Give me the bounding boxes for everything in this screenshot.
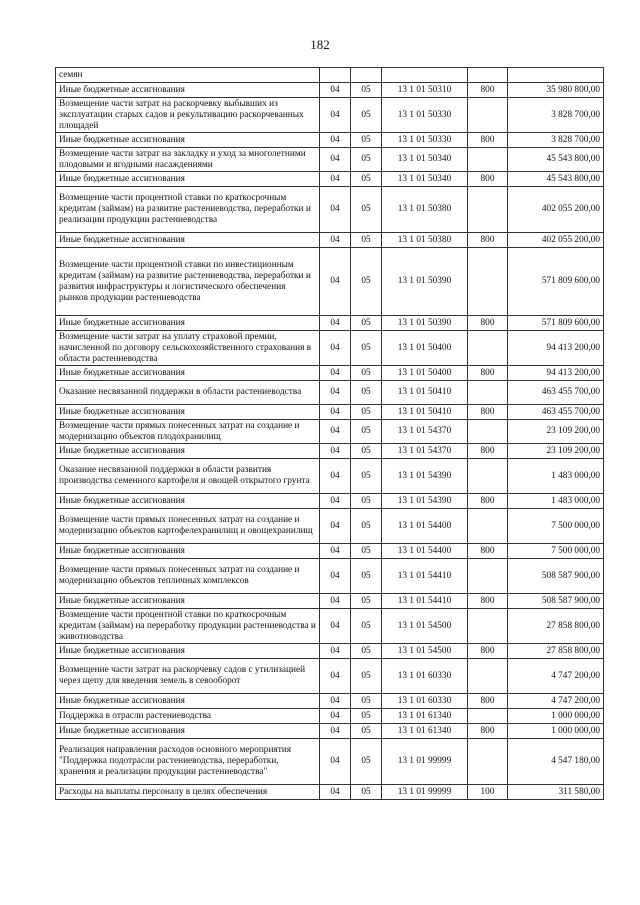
amount-cell: 3 828 700,00	[508, 133, 604, 148]
expense-type-cell: 800	[468, 444, 508, 459]
expense-type-cell	[468, 709, 508, 724]
section-code-cell: 04	[320, 694, 351, 709]
expense-type-cell: 800	[468, 366, 508, 381]
subsection-code-cell: 05	[351, 544, 382, 559]
amount-cell: 94 413 200,00	[508, 366, 604, 381]
table-row	[56, 248, 604, 316]
expense-name-cell: Иные бюджетные ассигнования	[56, 405, 320, 420]
subsection-code-cell: 05	[351, 366, 382, 381]
expense-type-cell	[468, 331, 508, 366]
expense-name-cell: Иные бюджетные ассигнования	[56, 644, 320, 659]
section-code-cell: 04	[320, 187, 351, 233]
subsection-code-cell: 05	[351, 739, 382, 785]
expense-name-cell: Возмещение части затрат на раскорчевку садов с утилизацией через щепу для введения земель в севооборот	[56, 659, 320, 694]
target-article-cell: 13 1 01 50330	[382, 98, 468, 133]
amount-cell: 45 543 800,00	[508, 148, 604, 172]
subsection-code-cell: 05	[351, 494, 382, 509]
expense-name-cell: Оказание несвязанной поддержки в области растениеводства	[56, 381, 320, 405]
subsection-code-cell: 05	[351, 172, 382, 187]
amount-cell: 23 109 200,00	[508, 420, 604, 444]
table-row	[56, 559, 604, 594]
expense-name-cell: Расходы на выплаты персоналу в целях обеспечения	[56, 785, 320, 800]
section-code-cell: 04	[320, 724, 351, 739]
table-row	[56, 172, 604, 187]
table-row	[56, 331, 604, 366]
table-row	[56, 68, 604, 83]
section-code-cell: 04	[320, 83, 351, 98]
subsection-code-cell: 05	[351, 331, 382, 366]
amount-cell: 27 858 800,00	[508, 609, 604, 644]
section-code-cell: 04	[320, 709, 351, 724]
expense-type-cell	[468, 659, 508, 694]
expense-name-cell: Иные бюджетные ассигнования	[56, 233, 320, 248]
section-code-cell: 04	[320, 444, 351, 459]
table-row	[56, 694, 604, 709]
expense-type-cell: 800	[468, 316, 508, 331]
section-code-cell: 04	[320, 559, 351, 594]
expense-type-cell	[468, 148, 508, 172]
target-article-cell: 13 1 01 54410	[382, 559, 468, 594]
expense-name-cell: Возмещение части затрат на раскорчевку выбывших из эксплуатации старых садов и рекультивацию раскорчеванных площадей	[56, 98, 320, 133]
target-article-cell: 13 1 01 61340	[382, 709, 468, 724]
table-row	[56, 405, 604, 420]
table-row	[56, 594, 604, 609]
target-article-cell: 13 1 01 54500	[382, 609, 468, 644]
section-code-cell: 04	[320, 544, 351, 559]
subsection-code-cell: 05	[351, 659, 382, 694]
amount-cell: 402 055 200,00	[508, 233, 604, 248]
amount-cell: 1 000 000,00	[508, 724, 604, 739]
target-article-cell: 13 1 01 99999	[382, 739, 468, 785]
section-code-cell: 04	[320, 133, 351, 148]
expense-type-cell: 800	[468, 405, 508, 420]
table-row	[56, 739, 604, 785]
budget-table-body	[56, 68, 604, 800]
amount-cell: 463 455 700,00	[508, 405, 604, 420]
subsection-code-cell: 05	[351, 559, 382, 594]
expense-name-cell: Возмещение части прямых понесенных затрат на создание и модернизацию объектов плодохранилищ	[56, 420, 320, 444]
table-row	[56, 366, 604, 381]
expense-name-cell: Иные бюджетные ассигнования	[56, 366, 320, 381]
expense-name-cell: Иные бюджетные ассигнования	[56, 494, 320, 509]
amount-cell: 508 587 900,00	[508, 559, 604, 594]
amount-cell: 1 483 000,00	[508, 494, 604, 509]
table-row	[56, 233, 604, 248]
expense-name-cell: Иные бюджетные ассигнования	[56, 444, 320, 459]
expense-name-cell: Иные бюджетные ассигнования	[56, 316, 320, 331]
subsection-code-cell: 05	[351, 316, 382, 331]
section-code-cell: 04	[320, 420, 351, 444]
amount-cell: 4 747 200,00	[508, 659, 604, 694]
table-row	[56, 83, 604, 98]
section-code-cell: 04	[320, 594, 351, 609]
subsection-code-cell: 05	[351, 724, 382, 739]
subsection-code-cell: 05	[351, 609, 382, 644]
section-code-cell: 04	[320, 98, 351, 133]
target-article-cell: 13 1 01 50410	[382, 405, 468, 420]
section-code-cell: 04	[320, 644, 351, 659]
target-article-cell: 13 1 01 54500	[382, 644, 468, 659]
subsection-code-cell: 05	[351, 148, 382, 172]
target-article-cell: 13 1 01 54400	[382, 544, 468, 559]
expense-name-cell: Возмещение части процентной ставки по краткосрочным кредитам (займам) на развитие растениеводства, переработки и реализации продукции растениеводства	[56, 187, 320, 233]
subsection-code-cell: 05	[351, 694, 382, 709]
expense-name-cell: семян	[56, 68, 320, 83]
amount-cell: 27 858 800,00	[508, 644, 604, 659]
amount-cell: 4 547 180,00	[508, 739, 604, 785]
table-row	[56, 316, 604, 331]
section-code-cell: 04	[320, 381, 351, 405]
section-code-cell: 04	[320, 785, 351, 800]
expense-type-cell: 800	[468, 544, 508, 559]
amount-cell: 35 980 800,00	[508, 83, 604, 98]
expense-type-cell: 800	[468, 172, 508, 187]
budget-table	[55, 67, 604, 800]
amount-cell: 463 455 700,00	[508, 381, 604, 405]
expense-type-cell	[468, 68, 508, 83]
expense-type-cell	[468, 187, 508, 233]
expense-name-cell: Иные бюджетные ассигнования	[56, 172, 320, 187]
expense-name-cell: Иные бюджетные ассигнования	[56, 133, 320, 148]
amount-cell: 1 483 000,00	[508, 459, 604, 494]
target-article-cell: 13 1 01 54370	[382, 420, 468, 444]
subsection-code-cell: 05	[351, 83, 382, 98]
subsection-code-cell: 05	[351, 444, 382, 459]
section-code-cell: 04	[320, 494, 351, 509]
subsection-code-cell	[351, 68, 382, 83]
target-article-cell: 13 1 01 54410	[382, 594, 468, 609]
expense-name-cell: Возмещение части прямых понесенных затрат на создание и модернизацию объектов картофелехранилищ и овощехранилищ	[56, 509, 320, 544]
subsection-code-cell: 05	[351, 133, 382, 148]
section-code-cell: 04	[320, 739, 351, 785]
target-article-cell: 13 1 01 50340	[382, 172, 468, 187]
expense-name-cell: Иные бюджетные ассигнования	[56, 594, 320, 609]
section-code-cell: 04	[320, 331, 351, 366]
expense-name-cell: Иные бюджетные ассигнования	[56, 724, 320, 739]
target-article-cell: 13 1 01 50310	[382, 83, 468, 98]
section-code-cell: 04	[320, 405, 351, 420]
subsection-code-cell: 05	[351, 233, 382, 248]
table-row	[56, 444, 604, 459]
target-article-cell: 13 1 01 54390	[382, 494, 468, 509]
subsection-code-cell: 05	[351, 405, 382, 420]
subsection-code-cell: 05	[351, 709, 382, 724]
target-article-cell: 13 1 01 61340	[382, 724, 468, 739]
subsection-code-cell: 05	[351, 509, 382, 544]
target-article-cell	[382, 68, 468, 83]
expense-name-cell: Иные бюджетные ассигнования	[56, 83, 320, 98]
expense-name-cell: Возмещение части процентной ставки по краткосрочным кредитам (займам) на переработку продукции растениеводства и животноводства	[56, 609, 320, 644]
expense-name-cell: Иные бюджетные ассигнования	[56, 544, 320, 559]
expense-type-cell	[468, 381, 508, 405]
section-code-cell: 04	[320, 316, 351, 331]
table-row	[56, 420, 604, 444]
table-row	[56, 709, 604, 724]
section-code-cell: 04	[320, 148, 351, 172]
expense-type-cell: 800	[468, 83, 508, 98]
expense-name-cell: Возмещение части затрат на закладку и уход за многолетними плодовыми и ягодными насаждениями	[56, 148, 320, 172]
expense-name-cell: Поддержка в отрасли растениеводства	[56, 709, 320, 724]
amount-cell: 571 809 600,00	[508, 316, 604, 331]
expense-name-cell: Возмещение части процентной ставки по инвестиционным кредитам (займам) на развитие растениеводства, переработки и развития инфраструктуры и логистического обеспечения рынков продукции растениеводства	[56, 248, 320, 316]
amount-cell: 4 747 200,00	[508, 694, 604, 709]
target-article-cell: 13 1 01 60330	[382, 694, 468, 709]
expense-type-cell	[468, 248, 508, 316]
target-article-cell: 13 1 01 50400	[382, 331, 468, 366]
section-code-cell: 04	[320, 248, 351, 316]
expense-type-cell: 800	[468, 133, 508, 148]
expense-type-cell: 800	[468, 594, 508, 609]
amount-cell: 7 500 000,00	[508, 544, 604, 559]
expense-type-cell	[468, 509, 508, 544]
subsection-code-cell: 05	[351, 459, 382, 494]
expense-type-cell: 800	[468, 694, 508, 709]
target-article-cell: 13 1 01 99999	[382, 785, 468, 800]
table-row	[56, 785, 604, 800]
section-code-cell	[320, 68, 351, 83]
target-article-cell: 13 1 01 50330	[382, 133, 468, 148]
target-article-cell: 13 1 01 50380	[382, 233, 468, 248]
subsection-code-cell: 05	[351, 98, 382, 133]
table-row	[56, 609, 604, 644]
target-article-cell: 13 1 01 50380	[382, 187, 468, 233]
target-article-cell: 13 1 01 50340	[382, 148, 468, 172]
amount-cell: 23 109 200,00	[508, 444, 604, 459]
section-code-cell: 04	[320, 509, 351, 544]
table-row	[56, 148, 604, 172]
amount-cell: 45 543 800,00	[508, 172, 604, 187]
amount-cell: 3 828 700,00	[508, 98, 604, 133]
section-code-cell: 04	[320, 366, 351, 381]
subsection-code-cell: 05	[351, 248, 382, 316]
subsection-code-cell: 05	[351, 644, 382, 659]
expense-name-cell: Возмещение части затрат на уплату страховой премии, начисленной по договору сельскохозяйственного страхования в области растениеводства	[56, 331, 320, 366]
subsection-code-cell: 05	[351, 420, 382, 444]
expense-name-cell: Иные бюджетные ассигнования	[56, 694, 320, 709]
amount-cell: 402 055 200,00	[508, 187, 604, 233]
table-row	[56, 381, 604, 405]
table-row	[56, 724, 604, 739]
section-code-cell: 04	[320, 659, 351, 694]
subsection-code-cell: 05	[351, 785, 382, 800]
expense-type-cell: 800	[468, 644, 508, 659]
expense-type-cell	[468, 559, 508, 594]
amount-cell: 94 413 200,00	[508, 331, 604, 366]
amount-cell	[508, 68, 604, 83]
section-code-cell: 04	[320, 459, 351, 494]
target-article-cell: 13 1 01 54400	[382, 509, 468, 544]
amount-cell: 508 587 900,00	[508, 594, 604, 609]
table-row	[56, 133, 604, 148]
expense-type-cell	[468, 609, 508, 644]
section-code-cell: 04	[320, 609, 351, 644]
target-article-cell: 13 1 01 54390	[382, 459, 468, 494]
table-row	[56, 659, 604, 694]
expense-name-cell: Оказание несвязанной поддержки в области развития производства семенного картофеля и овощей открытого грунта	[56, 459, 320, 494]
table-row	[56, 187, 604, 233]
expense-type-cell	[468, 459, 508, 494]
expense-name-cell: Возмещение части прямых понесенных затрат на создание и модернизацию объектов тепличных комплексов	[56, 559, 320, 594]
amount-cell: 1 000 000,00	[508, 709, 604, 724]
subsection-code-cell: 05	[351, 187, 382, 233]
target-article-cell: 13 1 01 50410	[382, 381, 468, 405]
table-row	[56, 494, 604, 509]
table-row	[56, 644, 604, 659]
amount-cell: 311 580,00	[508, 785, 604, 800]
amount-cell: 571 809 600,00	[508, 248, 604, 316]
expense-type-cell	[468, 420, 508, 444]
target-article-cell: 13 1 01 50390	[382, 316, 468, 331]
expense-type-cell	[468, 98, 508, 133]
section-code-cell: 04	[320, 172, 351, 187]
table-row	[56, 544, 604, 559]
target-article-cell: 13 1 01 50390	[382, 248, 468, 316]
table-row	[56, 509, 604, 544]
expense-type-cell: 800	[468, 494, 508, 509]
expense-type-cell: 800	[468, 724, 508, 739]
table-row	[56, 98, 604, 133]
expense-type-cell	[468, 739, 508, 785]
target-article-cell: 13 1 01 60330	[382, 659, 468, 694]
subsection-code-cell: 05	[351, 594, 382, 609]
section-code-cell: 04	[320, 233, 351, 248]
target-article-cell: 13 1 01 54370	[382, 444, 468, 459]
table-row	[56, 459, 604, 494]
expense-type-cell: 100	[468, 785, 508, 800]
page-number: 182	[310, 37, 330, 52]
target-article-cell: 13 1 01 50400	[382, 366, 468, 381]
amount-cell: 7 500 000,00	[508, 509, 604, 544]
subsection-code-cell: 05	[351, 381, 382, 405]
expense-name-cell: Реализация направления расходов основного мероприятия "Поддержка подотрасли растениеводства, переработки, хранения и реализации продукции растениеводства"	[56, 739, 320, 785]
expense-type-cell: 800	[468, 233, 508, 248]
